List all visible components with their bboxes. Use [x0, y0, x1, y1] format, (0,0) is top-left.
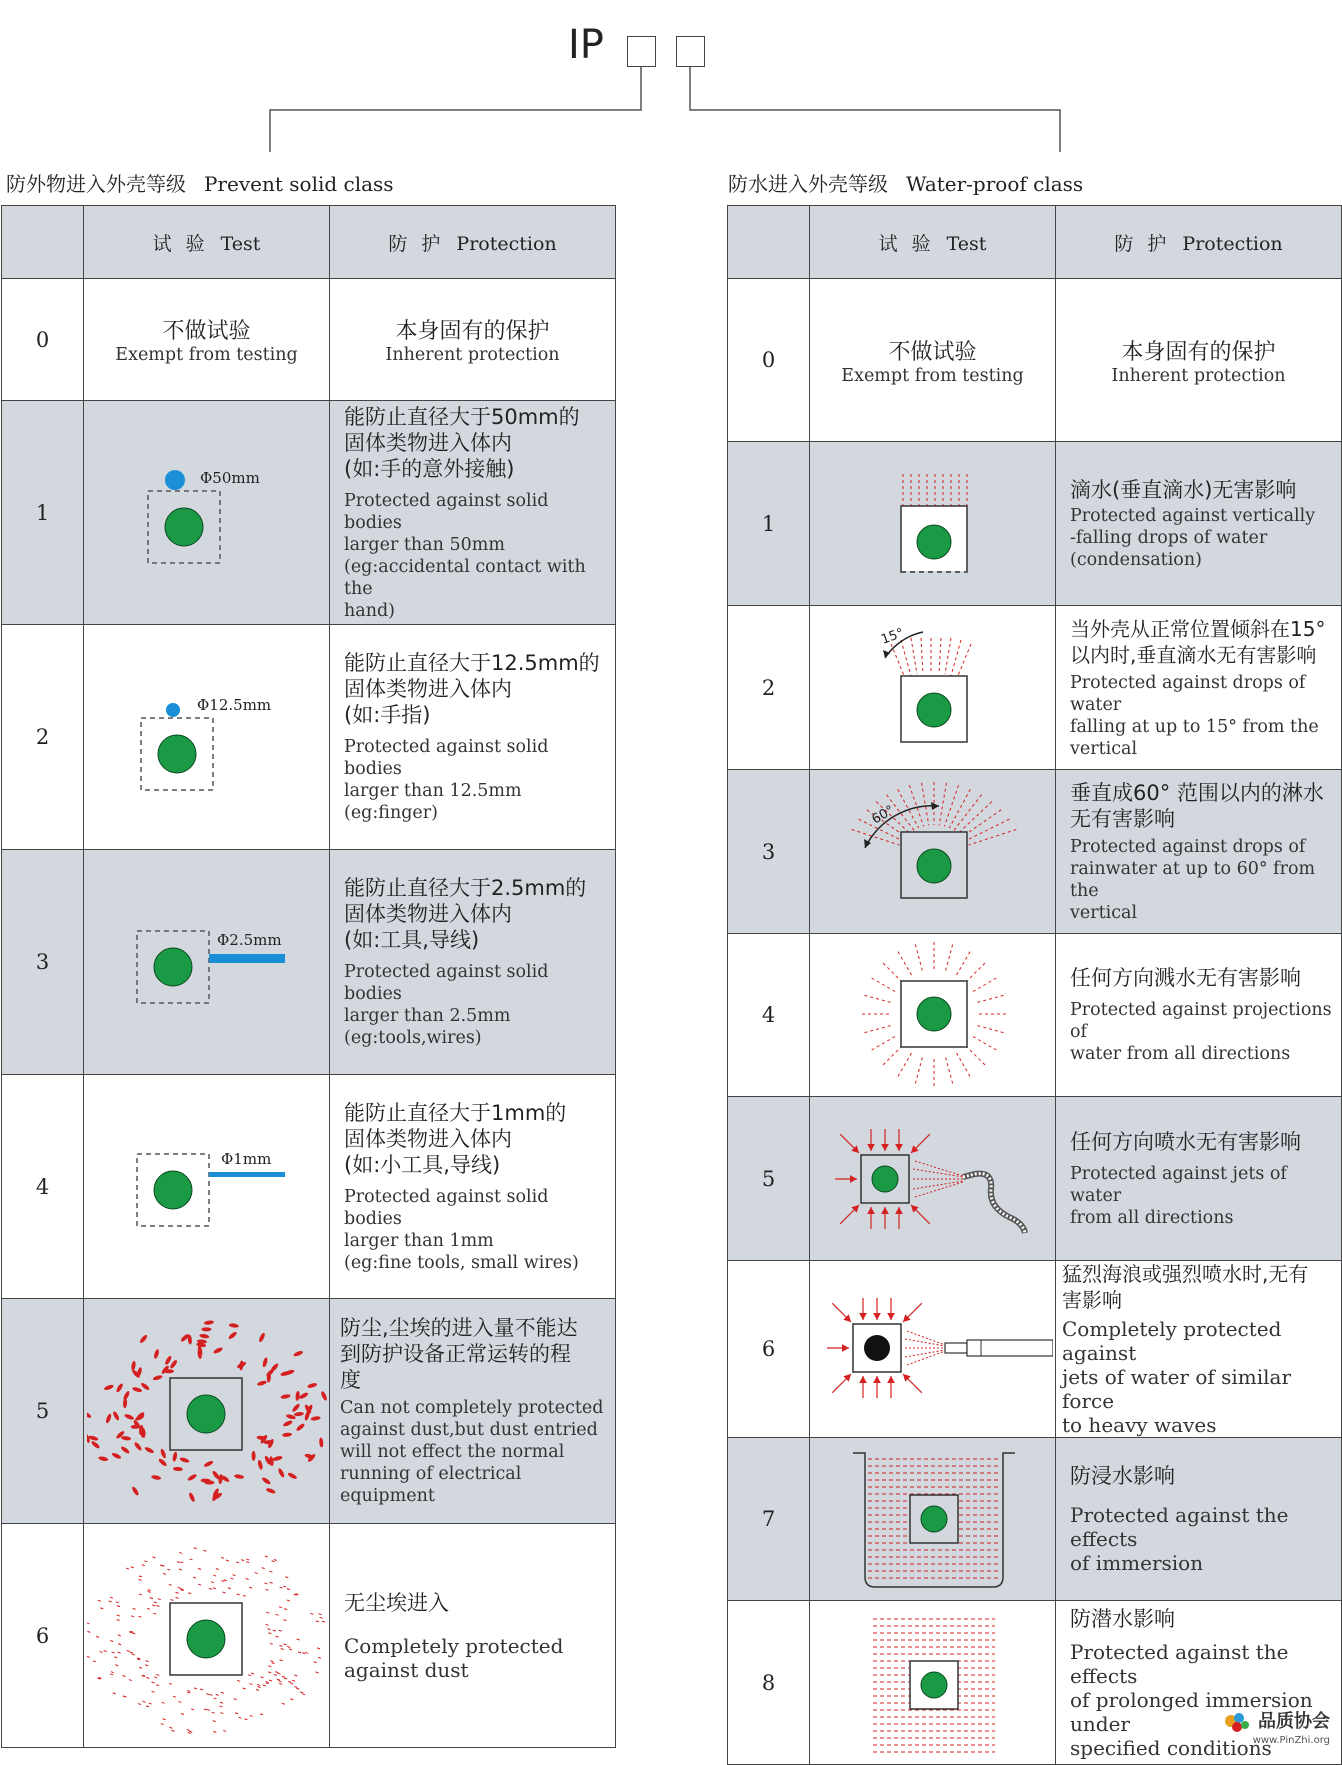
water-level-number: 8: [728, 1601, 810, 1765]
water-protection-cell: 猛烈海浪或强烈喷水时,无有 害影响 Completely protected against jets of water of similar force to heavy waves: [1056, 1261, 1342, 1438]
solid-level-number: 1: [2, 401, 84, 625]
solid-row-1: [2, 401, 616, 625]
solid-protection-cell: 本身固有的保护 Inherent protection: [330, 279, 616, 401]
solid-heading-zh: 防外物进入外壳等级: [6, 172, 186, 196]
solid-protection-cell: 能防止直径大于12.5mm的 固体类物进入体内 (如:手指) Protected against solid bodies larger than 12.5mm (eg:finger): [330, 625, 616, 850]
water-test-cell: 不做试验 Exempt from testing: [810, 279, 1056, 442]
solid-heading-en: Prevent solid class: [204, 172, 394, 196]
water-table: [727, 205, 1342, 1765]
water-row-2: [728, 606, 1342, 770]
water-heading: [728, 168, 1083, 197]
water-row-3: [728, 770, 1342, 934]
water-level-number: 3: [728, 770, 810, 934]
solid-heading: [6, 168, 394, 197]
solid-test-cell: [84, 1524, 330, 1748]
solid-row-3: [2, 850, 616, 1075]
water-level-number: 2: [728, 606, 810, 770]
solid-header-test: 试 验 Test: [84, 206, 330, 279]
solid-test-cell: [84, 1299, 330, 1524]
water-test-cell: [810, 1438, 1056, 1601]
water-header-row: [728, 206, 1342, 279]
water-test-cell: [810, 1097, 1056, 1261]
water-level-number: 6: [728, 1261, 810, 1438]
solid-test-cell: 不做试验 Exempt from testing: [84, 279, 330, 401]
water-row-6: [728, 1261, 1342, 1438]
solid-row-6: [2, 1524, 616, 1748]
solid-protection-cell: 无尘埃进入 Completely protected against dust: [330, 1524, 616, 1748]
water-header-test: 试 验 Test: [810, 206, 1056, 279]
watermark-url: www.PinZhi.org: [1252, 1735, 1330, 1746]
solid-protection-cell: 能防止直径大于50mm的 固体类物进入体内 (如:手的意外接触) Protected against solid bodies larger than 50mm (eg:accidental contact with the hand): [330, 401, 616, 625]
water-heading-zh: 防水进入外壳等级: [728, 172, 888, 196]
solid-protection-cell: 能防止直径大于1mm的 固体类物进入体内 (如:小工具,导线) Protected against solid bodies larger than 1mm (eg:fine tools, small wires): [330, 1075, 616, 1299]
solid-test-cell: [84, 625, 330, 850]
solid-row-4: [2, 1075, 616, 1299]
water-jet-illustration: [813, 1099, 1053, 1259]
water-protection-cell: 防潜水影响 Protected against the effects of prolonged immersion under specified conditions: [1056, 1601, 1342, 1765]
water-row-4: [728, 934, 1342, 1097]
water-protection-cell: 滴水(垂直滴水)无害影响 Protected against vertically -falling drops of water (condensation): [1056, 442, 1342, 606]
solid-header-row: [2, 206, 616, 279]
water-protection-cell: 本身固有的保护 Inherent protection: [1056, 279, 1342, 442]
water-heading-en: Water-proof class: [906, 172, 1084, 196]
solid-level-number: 4: [2, 1075, 84, 1299]
solid-header-blank: [2, 206, 84, 279]
water-protection-cell: 任何方向溅水无有害影响 Protected against projections of water from all directions: [1056, 934, 1342, 1097]
water-row-1: [728, 442, 1342, 606]
water-test-cell: [810, 770, 1056, 934]
watermark: [1221, 1707, 1330, 1747]
submersion-illustration: [813, 1603, 1053, 1763]
immersion-illustration: [813, 1439, 1053, 1599]
probe-2-5mm-illustration: [87, 857, 327, 1067]
vertical-drip-illustration: [813, 444, 1053, 604]
water-row-5: [728, 1097, 1342, 1261]
water-test-cell: [810, 1261, 1056, 1438]
solid-protection-cell: 能防止直径大于2.5mm的 固体类物进入体内 (如:工具,导线) Protected against solid bodies larger than 2.5mm (eg:tools,wires): [330, 850, 616, 1075]
tilt-15-illustration: [813, 608, 1053, 768]
solid-test-cell: [84, 1075, 330, 1299]
water-test-cell: [810, 442, 1056, 606]
water-test-cell: [810, 606, 1056, 770]
water-protection-cell: 防浸水影响 Protected against the effects of immersion: [1056, 1438, 1342, 1601]
water-level-number: 1: [728, 442, 810, 606]
probe-diameter-label: Φ1mm: [220, 1149, 271, 1168]
solid-level-number: 0: [2, 279, 84, 401]
angle-label: 15°: [878, 625, 906, 648]
solid-row-5: [2, 1299, 616, 1524]
solid-test-cell: [84, 850, 330, 1075]
probe-1mm-illustration: [87, 1082, 327, 1292]
ip-title: IP: [568, 22, 604, 68]
splash-illustration: [813, 935, 1053, 1095]
water-protection-cell: 垂直成60° 范围以内的淋水 无有害影响 Protected against drops of rainwater at up to 60° from the vertical: [1056, 770, 1342, 934]
solid-level-number: 5: [2, 1299, 84, 1524]
water-level-number: 7: [728, 1438, 810, 1601]
dust-tight-illustration: [87, 1531, 327, 1741]
angle-label: 60°: [869, 802, 897, 827]
solid-test-cell: [84, 401, 330, 625]
solid-header-protection: 防 护 Protection: [330, 206, 616, 279]
solid-row-2: [2, 625, 616, 850]
solid-row-0: [2, 279, 616, 401]
powerful-jet-illustration: [813, 1269, 1053, 1429]
water-protection-cell: 当外壳从正常位置倾斜在15° 以内时,垂直滴水无有害影响 Protected against drops of water falling at up to 15° from the vertical: [1056, 606, 1342, 770]
dust-protected-illustration: [87, 1306, 327, 1516]
connector-lines: [0, 0, 1342, 160]
solid-level-number: 6: [2, 1524, 84, 1748]
probe-diameter-label: Φ50mm: [199, 468, 260, 487]
water-header-protection: 防 护 Protection: [1056, 206, 1342, 279]
probe-diameter-label: Φ12.5mm: [196, 696, 271, 714]
water-level-number: 5: [728, 1097, 810, 1261]
water-protection-cell: 任何方向喷水无有害影响 Protected against jets of water from all directions: [1056, 1097, 1342, 1261]
water-test-cell: [810, 1601, 1056, 1765]
probe-50mm-illustration: [87, 408, 327, 618]
solid-level-number: 2: [2, 625, 84, 850]
water-row-0: [728, 279, 1342, 442]
solid-level-number: 3: [2, 850, 84, 1075]
watermark-name: 品质协会: [1258, 1710, 1330, 1732]
probe-12-5mm-illustration: [87, 632, 327, 842]
water-header-blank: [728, 206, 810, 279]
spray-60-illustration: [813, 772, 1053, 932]
solid-table: [1, 205, 616, 1748]
watermark-logo-icon: [1221, 1709, 1253, 1735]
water-level-number: 4: [728, 934, 810, 1097]
probe-diameter-label: Φ2.5mm: [216, 931, 282, 949]
water-row-7: [728, 1438, 1342, 1601]
water-level-number: 0: [728, 279, 810, 442]
solid-protection-cell: 防尘,尘埃的进入量不能达 到防护设备正常运转的程 度 Can not completely protected against dust,but dust entried will not effect the normal running of electrical equipment: [330, 1299, 616, 1524]
water-test-cell: [810, 934, 1056, 1097]
